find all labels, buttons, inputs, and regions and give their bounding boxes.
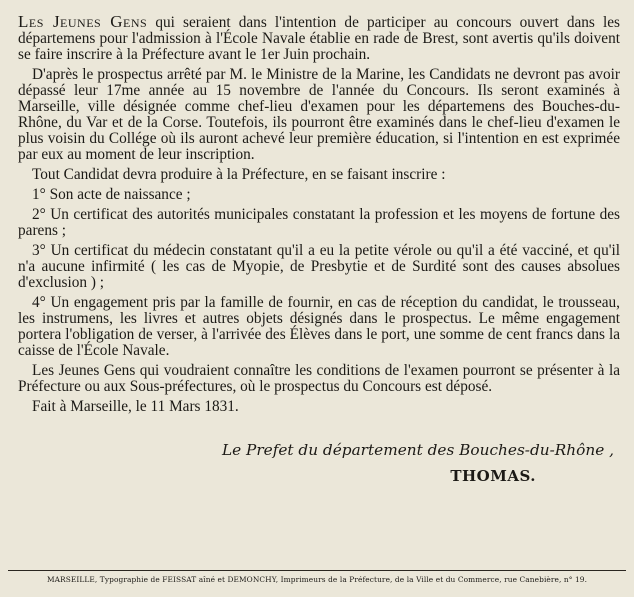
intro-paragraph <box>18 14 620 63</box>
intro-capital: Les Jeunes Gens <box>18 12 148 31</box>
information-paragraph: Les Jeunes Gens qui voudraient connaître les conditions de l'examen pourront se présenter à la Préfecture ou aux Sous-préfectures, où le prospectus du Concours est déposé. <box>18 362 620 395</box>
printer-imprint: MARSEILLE, Typographie de FEISSAT aîné et DEMONCHY, Imprimeurs de la Préfecture, de la Ville et du Commerce, rue Canebière, n° 19. <box>46 575 588 584</box>
eligibility-paragraph: D'après le prospectus arrêté par M. le Ministre de la Marine, les Candidats ne devront pas avoir dépassé leur 17me année au 15 novembre de l'année du Concours. Ils seront examinés à Marseille, ville désignée comme chef-lieu d'examen pour les départemens des Bouches-du-Rhône, du Var et de la Corse. Toutefois, ils pourront être examinés dans le chef-lieu d'examen le plus voisin du Collége où ils auront achevé leur première éducation, si l'intention en est exprimée par eux au moment de leur inscription. <box>18 66 620 163</box>
notice-body <box>18 14 620 415</box>
intro-text: qui seraient dans l'intention de participer au concours ouvert dans les départemens pour l'admission à l'École Navale établie en rade de Brest, sont avertis qu'ils doivent se faire inscrire à la Préfecture avant le 1er Juin prochain. <box>18 14 620 63</box>
requirement-item-1: 1° Son acte de naissance ; <box>32 186 191 203</box>
requirements-intro: Tout Candidat devra produire à la Préfecture, en se faisant inscrire : <box>32 166 446 183</box>
signer-name: THOMAS. <box>450 467 536 485</box>
requirement-item-3: 3° Un certificat du médecin constatant qu'il a eu la petite vérole ou qu'il a été vacciné, et qu'il n'a aucune infirmité ( les cas de Myopie, de Presbytie et de Surdité sont des causes absolues d'exclusion ) ; <box>18 242 620 291</box>
requirement-item-2: 2° Un certificat des autorités municipales constatant la profession et les moyens de fortune des parens ; <box>18 206 620 239</box>
date-line: Fait à Marseille, le 11 Mars 1831. <box>32 398 239 415</box>
footer-divider <box>8 570 626 571</box>
requirement-item-4: 4° Un engagement pris par la famille de fournir, en cas de réception du candidat, le trousseau, les instrumens, les livres et autres objets désignés dans le prospectus. Le même engagement portera l'obligation de verser, à l'arrivée des Élèves dans le port, une somme de cent francs dans la caisse de l'École Navale. <box>18 294 620 359</box>
signature-title: Le Prefet du département des Bouches-du-Rhône , <box>221 441 614 459</box>
